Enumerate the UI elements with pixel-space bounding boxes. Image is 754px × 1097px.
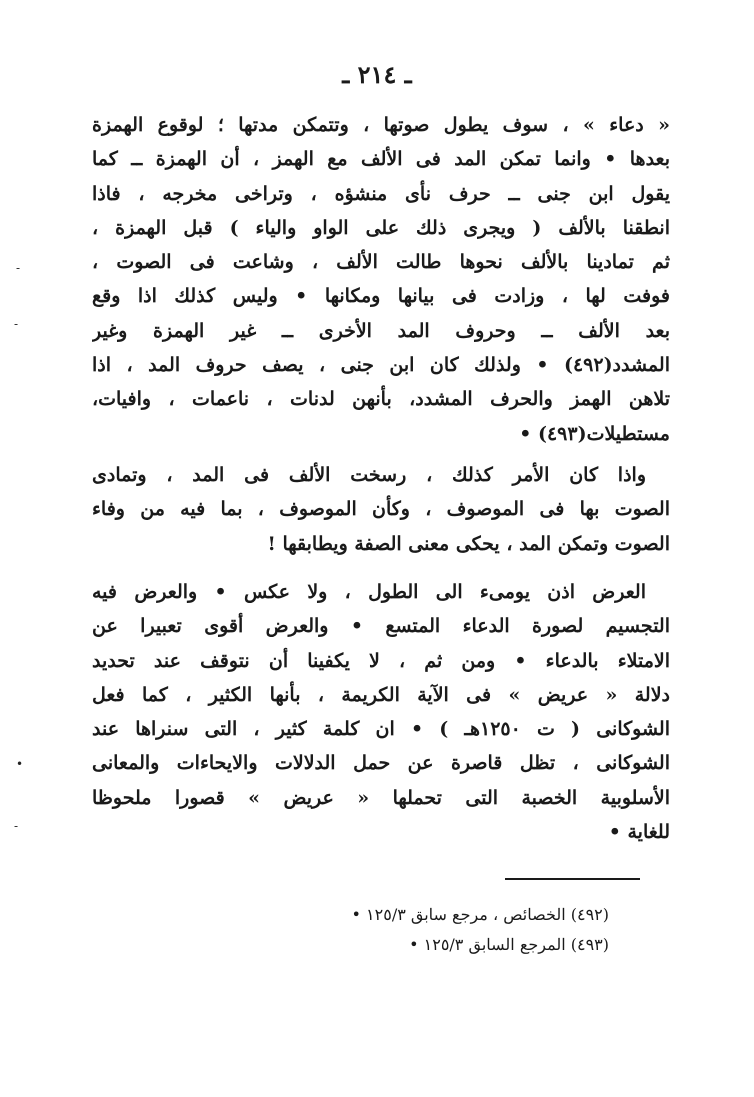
footnote-separator [505, 878, 640, 880]
text-line: بعد الألف ــ وحروف المد الأخرى ــ غير الهمزة وغير [92, 319, 670, 342]
text-line: الأسلوبية الخصبة التى تحملها « عريض » قصورا ملحوظا [92, 786, 670, 809]
text-line: المشدد(٤٩٢) • ولذلك كان ابن جنى ، يصف حروف المد ، اذا [92, 354, 670, 377]
text-line: العرض اذن يومىء الى الطول ، ولا عكس • والعرض فيه [92, 581, 646, 603]
text-line: « دعاء » ، سوف يطول صوتها ، وتتمكن مدتها ؛ لوقوع الهمزة [92, 114, 670, 136]
text-line: الصوت وتمكن المد ، يحكى معنى الصفة ويطابقها ! [267, 532, 670, 555]
text-line: دلالة « عريض » فى الآية الكريمة ، بأنها الكثير ، كما فعل [92, 683, 670, 706]
text-line: واذا كان الأمر كذلك ، رسخت الألف فى المد ، وتمادى [92, 464, 646, 486]
paragraph-2 [92, 458, 670, 561]
footnote-493: (٤٩٣) المرجع السابق ١٢٥/٣ • [409, 935, 609, 954]
footnote-492: (٤٩٢) الخصائص ، مرجع سابق ١٢٥/٣ • [351, 905, 609, 924]
page-number: ـ ٢١٤ ـ [342, 60, 412, 89]
paragraph-3 [92, 575, 670, 849]
text-line: انطقنا بالألف ( ويجرى ذلك على الواو والياء ) قبل الهمزة ، [92, 216, 670, 239]
margin-mark: - [14, 317, 19, 331]
text-line: التجسيم لصورة الدعاء المتسع • والعرض أقوى تعبيرا عن [92, 615, 670, 638]
text-line: الشوكانى ، تظل قاصرة عن حمل الدلالات والايحاءات والمعانى [92, 752, 670, 775]
footnotes [352, 900, 610, 960]
text-line: ثم تمادينا بالألف نحوها طالت الألف ، وشاعت فى الصوت ، [92, 251, 670, 274]
text-line: مستطيلات(٤٩٣) • [519, 422, 670, 445]
text-line: تلاهن الهمز والحرف المشدد، بأنهن لدنات ، ناعمات ، وافيات، [92, 388, 670, 411]
text-line: يقول ابن جنى ــ حرف نأى منشؤه ، وتراخى مخرجه ، فاذا [92, 182, 670, 205]
text-line: بعدها • وانما تمكن المد فى الألف مع الهمز ، أن الهمزة ــ كما [92, 148, 670, 171]
paragraph-1 [92, 108, 670, 451]
text-line: الشوكانى ( ت ١٢٥٠هـ ) • ان كلمة كثير ، التى سنراها عند [92, 718, 670, 741]
text-line: الصوت بها فى الموصوف ، وكأن الموصوف ، بما فيه من وفاء [92, 498, 670, 521]
text-line: الامتلاء بالدعاء • ومن ثم ، لا يكفينا أن نتوقف عند تحديد [92, 649, 670, 672]
text-line: فوفت لها ، وزادت فى بيانها ومكانها • وليس كذلك اذا وقع [92, 285, 670, 308]
margin-mark: - [16, 261, 21, 275]
text-line: للغاية • [608, 821, 670, 844]
margin-mark: - [14, 819, 19, 833]
margin-mark: • [16, 757, 24, 771]
